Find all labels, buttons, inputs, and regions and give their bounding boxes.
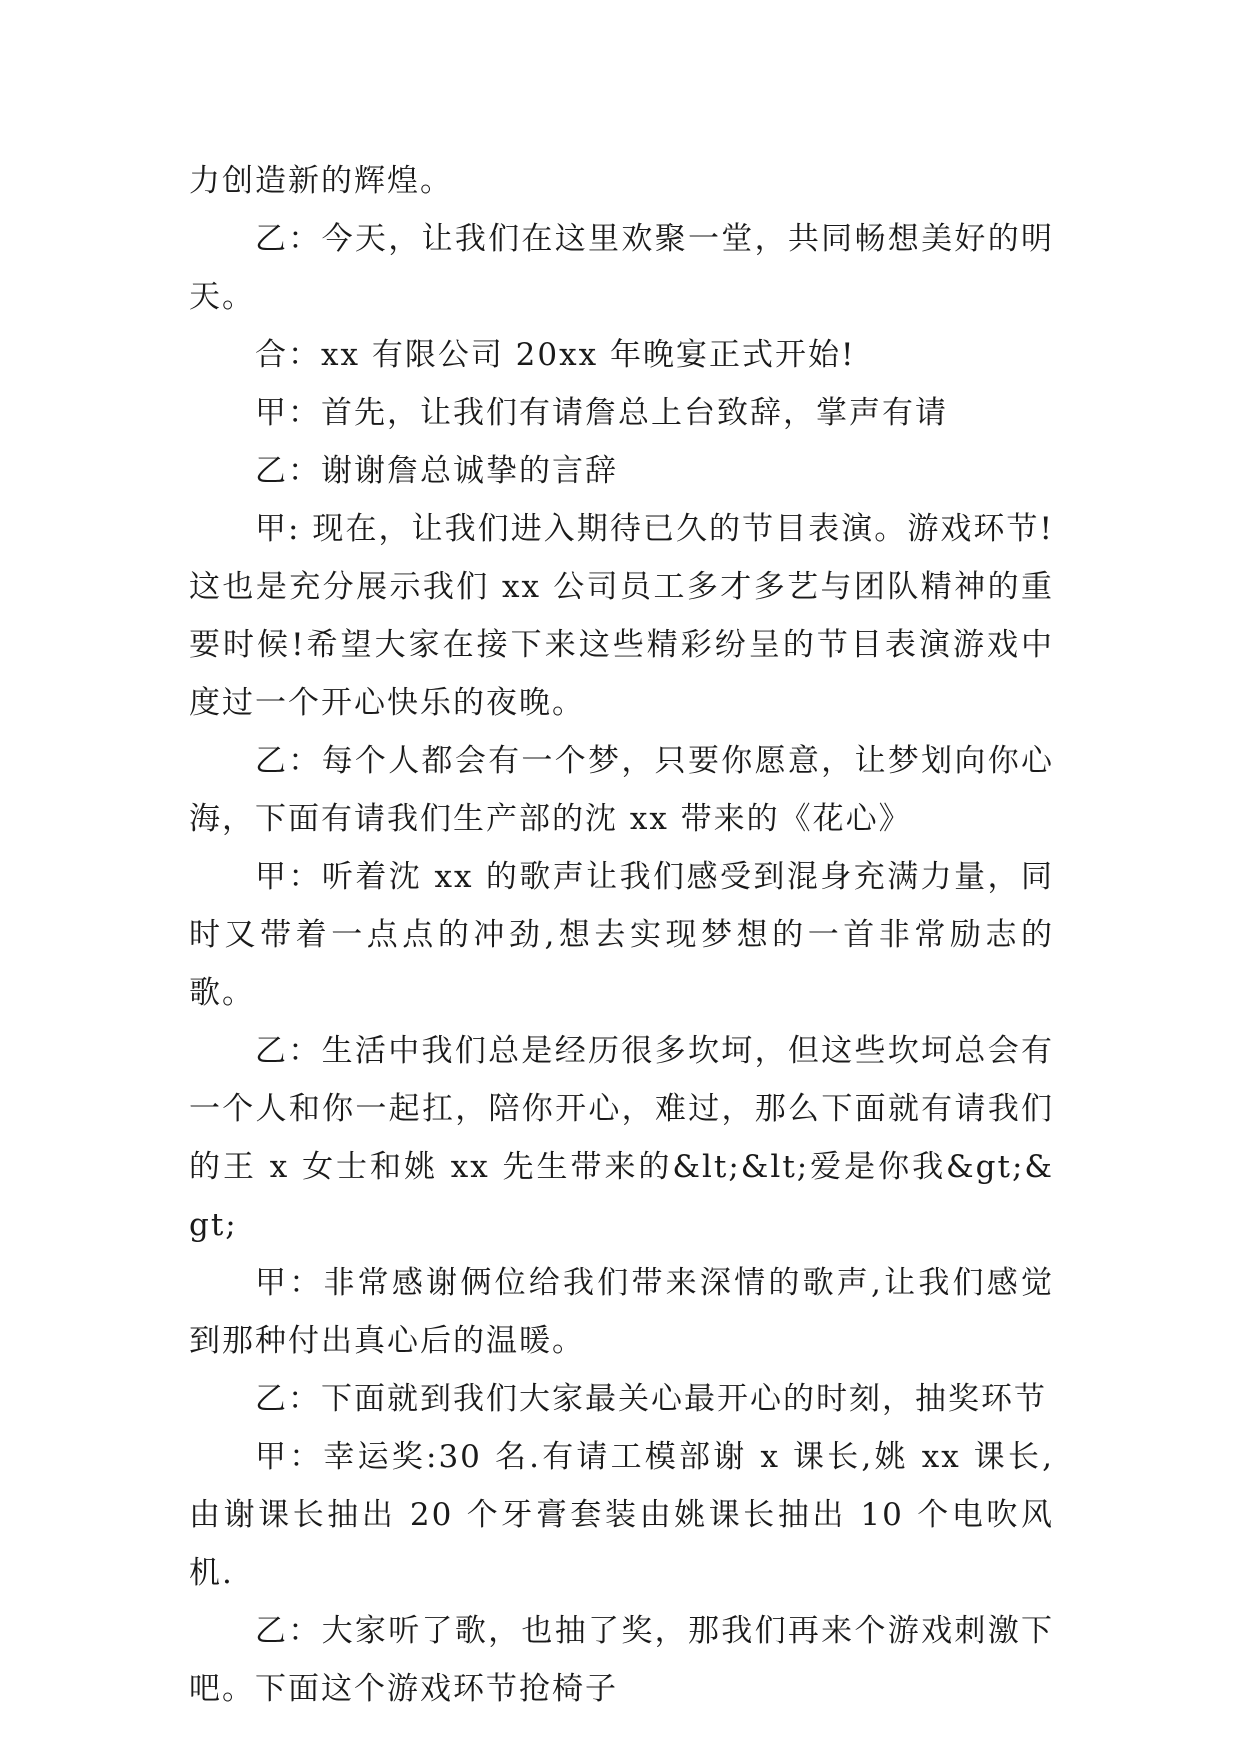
paragraph-5: 乙：谢谢詹总诚挚的言辞 — [255, 453, 618, 489]
paragraph-11: 乙：下面就到我们大家最关心最开心的时刻，抽奖环节 — [255, 1381, 1047, 1417]
paragraph-1: 力创造新的辉煌。 — [189, 163, 453, 199]
paragraph-7: 乙：每个人都会有一个梦，只要你愿意，让梦划向你心海，下面有请我们生产部的沈 xx 带来的《花心》 — [189, 743, 1054, 837]
paragraph-4: 甲：首先，让我们有请詹总上台致辞，掌声有请 — [255, 395, 948, 431]
paragraph-10: 甲：非常感谢俩位给我们带来深情的歌声,让我们感觉到那种付出真心后的温暖。 — [189, 1265, 1054, 1359]
paragraph-3: 合：xx 有限公司 20xx 年晚宴正式开始! — [255, 337, 856, 373]
paragraph-8: 甲：听着沈 xx 的歌声让我们感受到混身充满力量，同时又带着一点点的冲劲,想去实现梦想的一首非常励志的歌。 — [189, 859, 1054, 1011]
paragraph-13: 乙：大家听了歌，也抽了奖，那我们再来个游戏刺激下吧。下面这个游戏环节抢椅子 — [189, 1613, 1054, 1707]
document-body — [189, 152, 1054, 1718]
paragraph-6: 甲: 现在，让我们进入期待已久的节目表演。游戏环节!这也是充分展示我们 xx 公司员工多才多艺与团队精神的重要时候!希望大家在接下来这些精彩纷呈的节目表演游戏中度过一个开心快乐的夜晚。 — [189, 511, 1054, 721]
paragraph-2: 乙：今天，让我们在这里欢聚一堂，共同畅想美好的明天。 — [189, 221, 1054, 315]
paragraph-12: 甲：幸运奖:30 名.有请工模部谢 x 课长,姚 xx 课长,由谢课长抽出 20 个牙膏套装由姚课长抽出 10 个电吹风机. — [189, 1439, 1054, 1591]
paragraph-9: 乙：生活中我们总是经历很多坎坷，但这些坎坷总会有一个人和你一起扛，陪你开心，难过，那么下面就有请我们的王 x 女士和姚 xx 先生带来的&lt;&lt;爱是你我&gt;&gt; — [189, 1033, 1054, 1243]
